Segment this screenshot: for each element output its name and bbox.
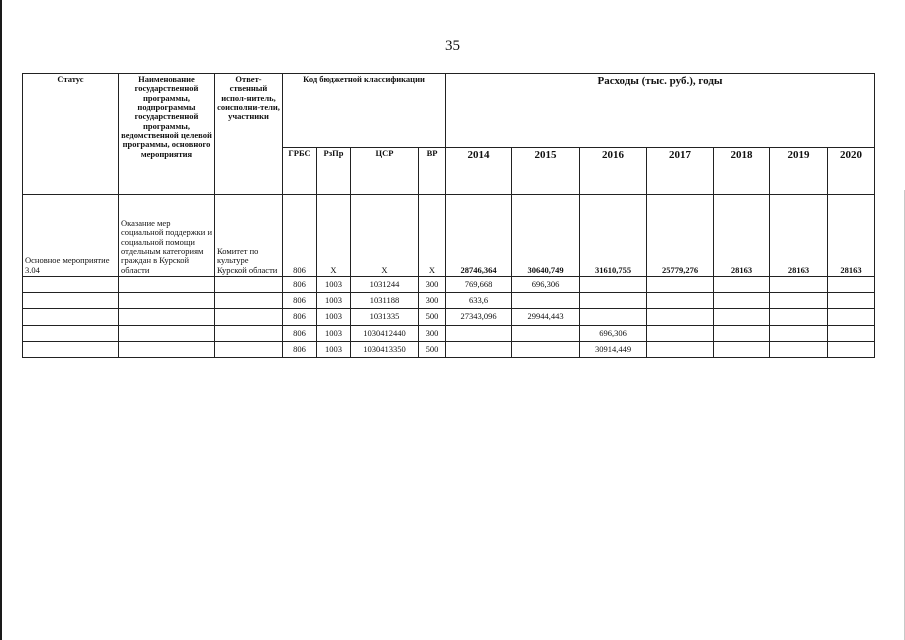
value-cell	[828, 309, 875, 326]
year-header: 2019	[770, 148, 828, 195]
empty-cell	[119, 326, 215, 342]
csr-cell: 1031335	[351, 309, 419, 326]
vr-cell: 300	[419, 326, 446, 342]
status-header: Статус	[23, 74, 119, 195]
page-number: 35	[445, 38, 460, 54]
value-cell: 25779,276	[647, 195, 714, 277]
year-header: 2018	[714, 148, 770, 195]
year-header: 2020	[828, 148, 875, 195]
expenses-header: Расходы (тыс. руб.), годы	[446, 74, 875, 148]
empty-cell	[23, 277, 119, 293]
value-cell	[770, 326, 828, 342]
value-cell: 30640,749	[512, 195, 580, 277]
responsible-cell: Комитет по культуре Курской области	[215, 195, 283, 277]
scan-edge	[0, 0, 2, 640]
empty-cell	[119, 342, 215, 358]
value-cell	[714, 326, 770, 342]
empty-cell	[119, 293, 215, 309]
table-row	[23, 277, 875, 293]
rzpr-cell: Х	[317, 195, 351, 277]
value-cell	[580, 277, 647, 293]
year-header: 2015	[512, 148, 580, 195]
value-cell: 28163	[714, 195, 770, 277]
value-cell: 696,306	[580, 326, 647, 342]
grbs-cell: 806	[283, 195, 317, 277]
rzpr-cell: 1003	[317, 277, 351, 293]
empty-cell	[23, 309, 119, 326]
value-cell	[647, 309, 714, 326]
value-cell	[647, 342, 714, 358]
value-cell	[714, 342, 770, 358]
table-row	[23, 293, 875, 309]
value-cell	[647, 293, 714, 309]
value-cell	[770, 293, 828, 309]
table-row	[23, 326, 875, 342]
value-cell	[647, 277, 714, 293]
value-cell: 633,6	[446, 293, 512, 309]
value-cell	[714, 277, 770, 293]
value-cell: 29944,443	[512, 309, 580, 326]
value-cell	[647, 326, 714, 342]
value-cell	[512, 326, 580, 342]
value-cell: 28163	[770, 195, 828, 277]
grbs-cell: 806	[283, 293, 317, 309]
value-cell: 27343,096	[446, 309, 512, 326]
value-cell	[446, 326, 512, 342]
rzpr-cell: 1003	[317, 342, 351, 358]
empty-cell	[215, 326, 283, 342]
status-cell: Основное мероприятие 3.04	[23, 195, 119, 277]
vr-cell: 300	[419, 277, 446, 293]
empty-cell	[23, 326, 119, 342]
budget-code-header: Код бюджетной классификации	[283, 74, 446, 148]
table-row	[23, 309, 875, 326]
value-cell	[770, 342, 828, 358]
budget-table	[22, 73, 875, 358]
empty-cell	[119, 309, 215, 326]
value-cell: 769,668	[446, 277, 512, 293]
value-cell	[512, 342, 580, 358]
vr-cell: Х	[419, 195, 446, 277]
empty-cell	[23, 342, 119, 358]
csr-cell: 1031244	[351, 277, 419, 293]
value-cell	[446, 342, 512, 358]
value-cell: 696,306	[512, 277, 580, 293]
grbs-header: ГРБС	[283, 148, 317, 195]
value-cell: 31610,755	[580, 195, 647, 277]
empty-cell	[119, 277, 215, 293]
value-cell	[770, 309, 828, 326]
vr-cell: 500	[419, 342, 446, 358]
empty-cell	[215, 293, 283, 309]
csr-cell: 1030413350	[351, 342, 419, 358]
name-header: Наименование государственной программы, подпрограммы государственной программы, ведомственной целевой программы, основного мероприятия	[119, 74, 215, 195]
grbs-cell: 806	[283, 309, 317, 326]
year-header: 2016	[580, 148, 647, 195]
value-cell	[828, 342, 875, 358]
value-cell	[828, 326, 875, 342]
value-cell	[580, 293, 647, 309]
empty-cell	[215, 277, 283, 293]
csr-cell: 1031188	[351, 293, 419, 309]
empty-cell	[23, 293, 119, 309]
value-cell	[512, 293, 580, 309]
value-cell	[770, 277, 828, 293]
value-cell	[714, 293, 770, 309]
empty-cell	[215, 309, 283, 326]
grbs-cell: 806	[283, 277, 317, 293]
grbs-cell: 806	[283, 342, 317, 358]
csr-header: ЦСР	[351, 148, 419, 195]
vr-cell: 500	[419, 309, 446, 326]
table-row	[23, 195, 875, 277]
year-header: 2014	[446, 148, 512, 195]
value-cell: 28163	[828, 195, 875, 277]
rzpr-cell: 1003	[317, 326, 351, 342]
value-cell: 30914,449	[580, 342, 647, 358]
grbs-cell: 806	[283, 326, 317, 342]
table-row	[23, 342, 875, 358]
value-cell	[828, 293, 875, 309]
year-header: 2017	[647, 148, 714, 195]
value-cell: 28746,364	[446, 195, 512, 277]
value-cell	[714, 309, 770, 326]
responsible-header: Ответ-ственный испол-нитель, соисполни-тели, участники	[215, 74, 283, 195]
vr-header: ВР	[419, 148, 446, 195]
csr-cell: Х	[351, 195, 419, 277]
header-row	[23, 74, 875, 148]
value-cell	[828, 277, 875, 293]
value-cell	[580, 309, 647, 326]
rzpr-header: РзПр	[317, 148, 351, 195]
rzpr-cell: 1003	[317, 293, 351, 309]
name-cell: Оказание мер социальной поддержки и социальной помощи отдельным категориям граждан в Курской области	[119, 195, 215, 277]
rzpr-cell: 1003	[317, 309, 351, 326]
csr-cell: 1030412440	[351, 326, 419, 342]
empty-cell	[215, 342, 283, 358]
vr-cell: 300	[419, 293, 446, 309]
